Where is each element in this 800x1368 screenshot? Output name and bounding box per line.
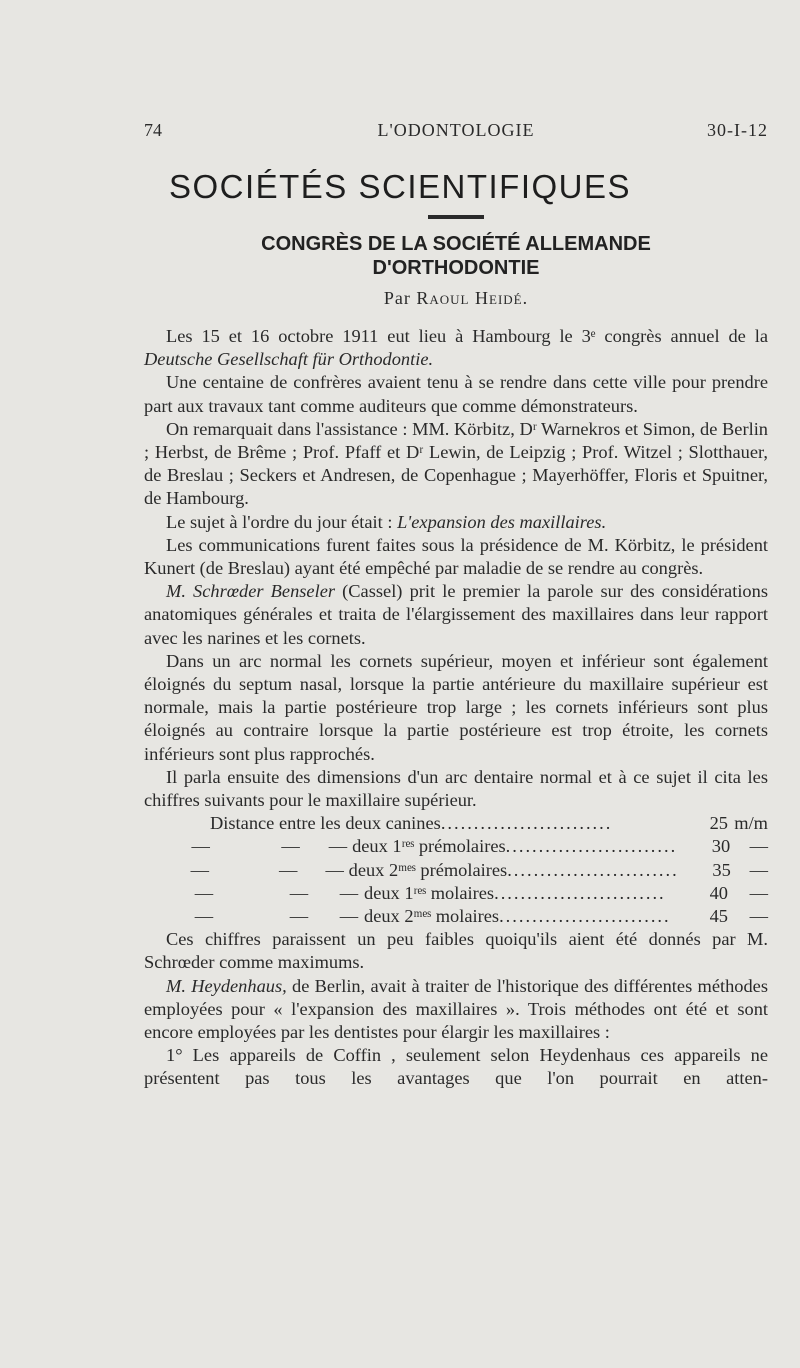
row-value: 40	[709, 882, 728, 903]
ditto-mark: —	[191, 836, 210, 857]
measurements-table	[144, 812, 768, 928]
row-unit: m/m	[734, 813, 768, 834]
table-row	[144, 835, 768, 858]
paragraph: Le sujet à l'ordre du jour était : L'expansion des maxillaires.	[166, 511, 607, 532]
row-value: 35	[712, 859, 731, 880]
ditto-mark: —	[289, 882, 309, 903]
ditto-mark: —	[328, 836, 348, 857]
row-unit: —	[749, 859, 769, 880]
row-value: 25	[709, 813, 728, 834]
ditto-mark: —	[194, 906, 214, 927]
ditto-mark: —	[194, 882, 214, 903]
paragraph: Dans un arc normal les cornets supérieur, moyen et inférieur sont également éloignés du septum nasal, lorsque la partie antérieure du maxillaire supérieur est normale, mais la partie postérieure trop large ; les cornets inférieurs sont plus éloignés au contraire lorsque la partie postérieure est trop étroite, les cornets inférieurs sont plus rapprochés.	[144, 650, 768, 764]
leader-dots: ..........................	[499, 906, 671, 927]
leader-dots: ..........................	[505, 836, 678, 857]
ditto-mark: —	[325, 859, 344, 880]
byline	[144, 288, 768, 309]
ditto-mark: —	[339, 906, 359, 927]
page-number: 74	[144, 120, 162, 140]
paragraph: M. Heydenhaus, de Berlin, avait à traiter de l'historique des différentes méthodes employées pour « l'expansion des maxillaires ». Trois méthodes ont été et sont encore employées par les dentistes pour élargir les maxillaires :	[144, 975, 768, 1043]
ditto-mark: —	[281, 836, 300, 857]
row-label: deux 2ᵐᵉˢ prémolaires	[348, 859, 508, 880]
leader-dots: ..........................	[494, 882, 666, 903]
row-unit: —	[749, 836, 768, 857]
leader-dots: ..........................	[440, 813, 613, 834]
running-head	[144, 120, 768, 144]
row-label: Distance entre les deux canines	[210, 813, 441, 834]
ditto-mark: —	[190, 859, 209, 880]
table-row	[144, 905, 768, 928]
paragraph: 1° Les appareils de Coffin , seulement selon Heydenhaus ces appareils ne présentent pas tous les avantages que l'on pourrait en atten-	[144, 1045, 768, 1089]
row-value: 45	[709, 906, 728, 927]
paragraph: Il parla ensuite des dimensions d'un arc dentaire normal et à ce sujet il cita les chiffres suivants pour le maxillaire supérieur.	[144, 766, 768, 811]
article-title-line-1: CONGRÈS DE LA SOCIÉTÉ ALLEMANDE	[261, 233, 651, 255]
issue-date: 30-I-12	[707, 120, 768, 140]
paragraph: M. Schrœder Benseler (Cassel) prit le premier la parole sur des considérations anatomiques générales et traita de l'élargissement des maxillaires dans leur rapport avec les narines et les cornets.	[144, 581, 768, 648]
paragraph: On remarquait dans l'assistance : MM. Körbitz, Dʳ Warnekros et Simon, de Berlin ; Herbst, de Brême ; Prof. Pfaff et Dʳ Lewin, de Leipzig ; Prof. Witzel ; Slotthauer, de Breslau ; Seckers et Andresen, de Copenhague ; Mayerhöffer, Floris et Spuitner, de Hambourg.	[144, 418, 768, 509]
article-title-line-2: D'ORTHODONTIE	[372, 257, 540, 279]
row-value: 30	[711, 836, 731, 857]
leader-dots: ..........................	[507, 859, 679, 880]
row-label: deux 2ᵐᵉˢ molaires	[364, 906, 500, 927]
row-unit: —	[749, 906, 768, 927]
paragraph: Une centaine de confrères avaient tenu à se rendre dans cette ville pour prendre part aux travaux tant comme auditeurs que comme démonstrateurs.	[144, 372, 768, 416]
row-unit: —	[749, 882, 768, 903]
article-title	[144, 232, 768, 280]
table-row	[144, 882, 768, 905]
journal-title: L'ODONTOLOGIE	[377, 120, 535, 140]
table-row	[144, 812, 768, 835]
ditto-mark: —	[289, 906, 309, 927]
title-rule	[428, 215, 484, 219]
byline-prefix: Par	[383, 288, 411, 308]
paragraph: Les communications furent faites sous la présidence de M. Körbitz, le président Kunert (de Breslau) ayant été empêché par maladie de se rendre au congrès.	[144, 534, 768, 579]
row-label: deux 1ʳᵉˢ prémolaires	[352, 836, 506, 857]
paragraph: Les 15 et 16 octobre 1911 eut lieu à Hambourg le 3ᵉ congrès annuel de la Deutsche Gesellschaft für Orthodontie.	[144, 326, 768, 370]
paragraph: Ces chiffres paraissent un peu faibles quoiqu'ils aient été donnés par M. Schrœder comme maximums.	[144, 929, 768, 973]
ditto-mark: —	[339, 882, 359, 903]
section-title: SOCIÉTÉS SCIENTIFIQUES	[168, 168, 632, 205]
ditto-mark: —	[278, 859, 298, 880]
byline-author: Raoul Heidé.	[416, 288, 529, 308]
table-row	[144, 859, 768, 882]
article-body	[144, 325, 768, 1091]
row-label: deux 1ʳᵉˢ molaires	[364, 882, 495, 903]
